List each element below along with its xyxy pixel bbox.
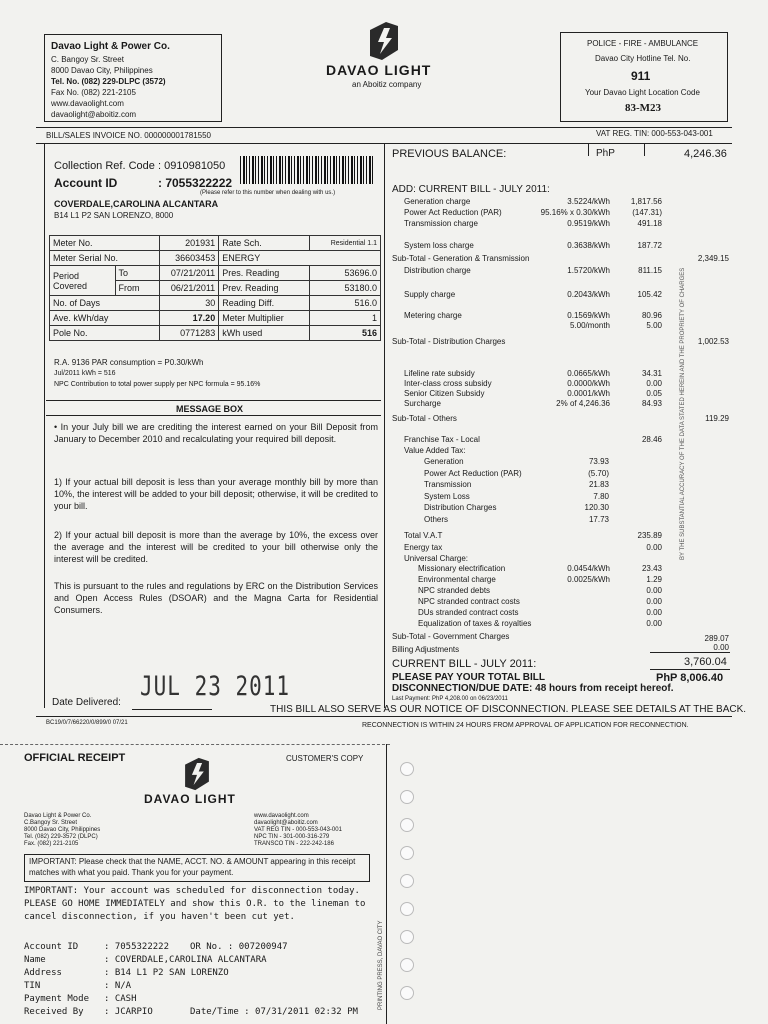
charge-rate: 0.9519/kWh: [567, 219, 610, 228]
company-info-box: [44, 34, 222, 122]
customers-copy-label: CUSTOMER'S COPY: [286, 754, 364, 763]
charge-amount: 34.31: [641, 369, 662, 378]
location-code: 83-M23: [625, 102, 662, 114]
account-id-value: : 7055322222: [158, 176, 233, 190]
covered-label: Covered: [53, 280, 88, 291]
subtotal-amount: 289.07: [704, 634, 729, 643]
to-label: To: [115, 266, 160, 281]
vat-item-label: System Loss: [424, 491, 470, 501]
pres-reading-value: 53696.0: [310, 266, 381, 281]
receipt-stamp-line-2: PLEASE GO HOME IMMEDIATELY and show this O.R. to the lineman to: [24, 899, 366, 909]
punch-hole: [400, 762, 414, 776]
invoice-number: BILL/SALES INVOICE NO. 000000001781550: [46, 131, 211, 140]
billing-adjustments-label: Billing Adjustments: [392, 645, 460, 654]
receipt-side-text: PRINTING PRESS, DAVAO CITY: [378, 920, 384, 1010]
receipt-field-value: : B14 L1 P2 SAN LORENZO: [104, 968, 229, 978]
receipt-field-label: TIN: [24, 981, 41, 991]
meter-info-table: [49, 235, 381, 341]
php-currency-label: PhP: [596, 148, 615, 159]
vat-item-label: Others: [424, 514, 449, 524]
charge-rate: 0.1569/kWh: [567, 311, 610, 320]
charge-rate: 0.0000/kWh: [567, 379, 610, 388]
subtotal-label: Sub-Total - Government Charges: [392, 632, 510, 641]
rate-sch-label: Rate Sch.: [219, 236, 310, 251]
punch-hole: [400, 790, 414, 804]
meter-serial-value: 36603453: [160, 251, 219, 266]
date-delivered-label: Date Delivered:: [52, 697, 121, 708]
charge-amount: 0.05: [646, 389, 662, 398]
charge-label: Supply charge: [404, 290, 456, 299]
previous-balance-label: PREVIOUS BALANCE:: [392, 148, 507, 160]
company-name: Davao Light & Power Co.: [51, 41, 170, 52]
universal-charge-label: Universal Charge:: [404, 554, 469, 563]
previous-balance-amount: 4,246.36: [684, 148, 727, 160]
company-fax: Fax No. (082) 221-2105: [51, 88, 136, 97]
company-city: 8000 Davao City, Philippines: [51, 66, 153, 75]
vat-item-label: Distribution Charges: [424, 503, 497, 512]
punch-hole: [400, 902, 414, 916]
punch-hole: [400, 930, 414, 944]
charge-amount: 0.00: [646, 619, 662, 628]
receipt-logo: [140, 756, 260, 808]
charge-rate: 0.0665/kWh: [567, 369, 610, 378]
received-date-stamp: JUL 23 2011: [140, 671, 291, 701]
rate-sch-value: Residential 1.1: [310, 236, 381, 251]
message-paragraph-1: • In your July bill we are crediting the interest earned on your Bill Deposit from January to December 2010 and recalculating your required bill deposit.: [54, 422, 378, 444]
subtotal-label: Sub-Total - Distribution Charges: [392, 337, 506, 346]
receipt-field-value: : JCARPIO: [104, 1007, 153, 1017]
charge-label: NPC stranded debts: [418, 586, 491, 595]
to-date: 07/21/2011: [160, 266, 219, 281]
charge-label: Inter-class cross subsidy: [404, 379, 492, 388]
receipt-company-tel: Tel. (082) 229-3572 (DLPC): [24, 834, 98, 840]
account-id-note: (Please refer to this number when dealing with us.): [200, 190, 336, 196]
subtotal-amount: 1,002.53: [697, 337, 729, 346]
total-amount-due: PhP 8,006.40: [656, 672, 724, 684]
vat-item-amount: (5.70): [588, 468, 609, 478]
punch-hole: [400, 874, 414, 888]
company-street: C. Bangoy Sr. Street: [51, 55, 124, 64]
meter-no-label: Meter No.: [50, 236, 160, 251]
vat-item-label: Power Act Reduction (PAR): [424, 468, 522, 478]
receipt-field-value: : COVERDALE,CAROLINA ALCANTARA: [104, 955, 267, 965]
pres-reading-label: Pres. Reading: [219, 266, 310, 281]
billing-adjustments-amount: 0.00: [713, 643, 729, 652]
reading-diff-value: 516.0: [310, 296, 381, 311]
receipt-field-extra: OR No. : 007200947: [190, 942, 288, 952]
location-code-label: Your Davao Light Location Code: [585, 88, 700, 97]
charge-amount: 0.00: [646, 379, 662, 388]
kwh-used-label: kWh used: [219, 326, 310, 341]
charge-amount: 1.29: [646, 575, 662, 584]
charge-label: System loss charge: [404, 241, 474, 250]
vat-item-amount: 120.30: [584, 503, 609, 512]
receipt-field-value: : N/A: [104, 981, 132, 991]
charge-label: Equalization of taxes & royalties: [418, 619, 532, 628]
vat-item-amount: 17.73: [588, 514, 609, 524]
important-notice-text: IMPORTANT: Please check that the NAME, ACCT. NO. & AMOUNT appearing in this receipt matches with what you paid. Thank you for your payment.: [29, 857, 356, 877]
receipt-field-label: Account ID: [24, 942, 79, 952]
message-box-title: MESSAGE BOX: [176, 404, 244, 414]
logo-text: DAVAO LIGHT: [326, 62, 432, 78]
receipt-stamp-line-3: cancel disconnection, if you haven't been cut yet.: [24, 912, 295, 922]
company-tel: Tel. No. (082) 229-DLPC (3572): [51, 77, 166, 86]
customer-name: COVERDALE,CAROLINA ALCANTARA: [54, 199, 219, 209]
receipt-vat-tin: VAT REG TIN - 000-553-043-001: [254, 827, 342, 833]
account-id-label: Account ID: [54, 176, 118, 190]
logo-tagline: an Aboitiz company: [352, 80, 422, 89]
pole-no-value: 0771283: [160, 326, 219, 341]
charge-amount: 23.43: [641, 564, 662, 573]
right-margin-text: BY THE SUBSTANTIAL ACCURACY OF THE DATA STATED HEREIN AND THE PROPRIETY OF CHARGES: [680, 267, 686, 560]
vat-item-label: Transmission: [424, 480, 472, 489]
punch-hole: [400, 846, 414, 860]
prev-reading-value: 53180.0: [310, 281, 381, 296]
charge-label: NPC stranded contract costs: [418, 597, 520, 606]
charge-label: Power Act Reduction (PAR): [404, 208, 502, 217]
receipt-company-street: C.Bangoy Sr. Street: [24, 820, 78, 826]
punch-hole: [400, 986, 414, 1000]
charge-amount: (147.31): [632, 208, 662, 217]
charge-rate: 0.0025/kWh: [567, 575, 610, 584]
lightning-logo-icon: [364, 20, 404, 62]
customer-address: B14 L1 P2 SAN LORENZO, 8000: [54, 211, 174, 220]
kwh-used-value: 516: [310, 326, 381, 341]
charge-label: Franchise Tax - Local: [404, 435, 480, 444]
charge-label: DUs stranded contract costs: [418, 608, 519, 617]
charge-amount: 0.00: [646, 597, 662, 606]
emergency-hotline-box: [560, 32, 728, 122]
disconnection-due-date: DISCONNECTION/DUE DATE: 48 hours from receipt hereof.: [392, 683, 674, 694]
message-paragraph-2: 1) If your actual bill deposit is less than your average monthly bill by more than 10%, the interest will be added to your bill deposit; otherwise, it will be credited to your bill.: [54, 477, 378, 511]
charge-rate: 5.00/month: [569, 321, 610, 330]
receipt-company-city: 8000 Davao City, Philippines: [24, 827, 101, 833]
charge-rate: 0.3638/kWh: [567, 241, 610, 250]
meter-multiplier-label: Meter Multiplier: [219, 311, 310, 326]
receipt-npc-tin: NPC TIN - 301-000-316-279: [254, 834, 330, 840]
charge-label: Total V.A.T: [404, 531, 443, 540]
from-date: 06/21/2011: [160, 281, 219, 296]
charge-amount: 0.00: [646, 608, 662, 617]
reading-diff-label: Reading Diff.: [219, 296, 310, 311]
barcode: [240, 156, 374, 184]
subtotal-amount: 119.29: [705, 414, 729, 423]
receipt-field-label: Name: [24, 955, 46, 965]
hotline-label: Davao City Hotline Tel. No.: [595, 54, 691, 63]
charge-label: Surcharge: [404, 399, 441, 408]
charge-rate: 3.5224/kWh: [567, 197, 610, 206]
par-line-3: NPC Contribution to total power supply per NPC formula = 95.16%: [54, 381, 261, 388]
charge-label: Missionary electrification: [418, 564, 506, 573]
charge-label: Transmission charge: [404, 219, 478, 228]
days-label: No. of Days: [50, 296, 160, 311]
company-email: davaolight@aboitiz.com: [51, 110, 137, 119]
receipt-company-name: Davao Light & Power Co.: [24, 813, 92, 819]
disconnection-notice: THIS BILL ALSO SERVE AS OUR NOTICE OF DISCONNECTION. PLEASE SEE DETAILS AT THE BACK.: [270, 704, 747, 715]
company-web: www.davaolight.com: [51, 99, 124, 108]
davao-light-logo: [320, 20, 460, 90]
from-label: From: [115, 281, 160, 296]
charge-label: Distribution charge: [404, 266, 471, 275]
pay-total-label: PLEASE PAY YOUR TOTAL BILL: [392, 672, 545, 683]
receipt-transco-tin: TRANSCO TIN - 222-242-186: [254, 841, 334, 847]
charge-amount: 28.46: [641, 435, 662, 444]
pole-no-label: Pole No.: [50, 326, 160, 341]
vat-item-amount: 21.83: [588, 480, 609, 489]
charge-amount: 84.93: [641, 399, 662, 408]
charge-amount: 0.00: [646, 586, 662, 595]
receipt-lightning-logo-icon: [180, 756, 214, 792]
charge-amount: 187.72: [637, 241, 662, 250]
meter-serial-label: Meter Serial No.: [50, 251, 160, 266]
charge-amount: 5.00: [646, 321, 662, 330]
receipt-field-label: Address: [24, 968, 62, 978]
receipt-field-value: : 7055322222: [104, 942, 170, 952]
collection-ref-label: Collection Ref. Code: [54, 160, 155, 172]
charge-amount: 80.96: [641, 311, 662, 320]
reconnection-notice: RECONNECTION IS WITHIN 24 HOURS FROM APPROVAL OF APPLICATION FOR RECONNECTION.: [362, 722, 689, 729]
charge-label: Senior Citizen Subsidy: [404, 389, 485, 398]
period-label: Period: [53, 270, 80, 281]
receipt-email: davaolight@aboitiz.com: [254, 820, 318, 826]
charge-rate: 1.5720/kWh: [567, 266, 610, 275]
receipt-title: OFFICIAL RECEIPT: [24, 752, 126, 764]
vat-item-amount: 7.80: [593, 491, 609, 501]
current-bill-amount: 3,760.04: [684, 656, 727, 668]
add-current-bill-label: ADD: CURRENT BILL - JULY 2011:: [392, 184, 550, 195]
receipt-field-label: Received By: [24, 1007, 84, 1017]
ave-kwh-label: Ave. kWh/day: [50, 311, 160, 326]
message-paragraph-4: This is pursuant to the rules and regulations by ERC on the Distribution Services and Open Access Rules (DSOAR) and the Magna Carta for Residential Consumers.: [54, 581, 378, 615]
charge-rate: 0.2043/kWh: [567, 290, 610, 299]
collection-ref-value: : 0910981050: [158, 160, 226, 172]
subtotal-label: Sub-Total - Generation & Transmission: [392, 254, 530, 263]
hotline-number: 911: [631, 69, 651, 83]
vat-item-amount: 73.93: [588, 457, 609, 466]
charge-label: Energy tax: [404, 543, 443, 552]
vat-item-label: Generation: [424, 457, 464, 466]
days-value: 30: [160, 296, 219, 311]
charge-label: Metering charge: [404, 311, 462, 320]
current-bill-label: CURRENT BILL - JULY 2011:: [392, 658, 537, 670]
par-line-1: R.A. 9136 PAR consumption = P0.30/kWh: [54, 358, 204, 367]
charge-label: Lifeline rate subsidy: [404, 369, 475, 378]
energy-type: ENERGY: [219, 251, 381, 266]
punch-hole: [400, 958, 414, 972]
meter-no-value: 201931: [160, 236, 219, 251]
charge-label: Generation charge: [404, 197, 471, 206]
period-covered-label: [50, 266, 116, 296]
ave-kwh-value: 17.20: [160, 311, 219, 326]
receipt-stamp-line-1: IMPORTANT: Your account was scheduled for disconnection today.: [24, 886, 360, 896]
important-notice-box: [24, 854, 370, 882]
subtotal-label: Sub-Total - Others: [392, 414, 457, 423]
charge-amount: 105.42: [637, 290, 662, 299]
footer-code: BC19/0/7/66220/0/899/0 07/21: [46, 720, 128, 726]
receipt-web: www.davaolight.com: [254, 813, 309, 819]
charge-label: Environmental charge: [418, 575, 496, 584]
charge-amount: 491.18: [637, 219, 662, 228]
par-line-2: Jul/2011 kWh = 516: [54, 370, 116, 377]
charge-amount: 811.15: [638, 266, 662, 275]
last-payment-info: Last Payment: PhP 4,208.00 on 06/23/2011: [392, 696, 508, 702]
receipt-company-fax: Fax. (082) 221-2105: [24, 841, 79, 847]
charge-rate: 0.0001/kWh: [567, 389, 610, 398]
message-paragraph-3: 2) If your actual bill deposit is more than the average by 10%, the excess over the average and the interest will be credited to your bill otherwise only the interest will be credited.: [54, 530, 378, 564]
receipt-field-label: Payment Mode: [24, 994, 90, 1004]
receipt-field-extra: Date/Time : 07/31/2011 02:32 PM: [190, 1007, 358, 1017]
receipt-logo-text: DAVAO LIGHT: [144, 792, 236, 806]
meter-multiplier-value: 1: [310, 311, 381, 326]
emergency-services: POLICE - FIRE - AMBULANCE: [587, 39, 699, 48]
prev-reading-label: Prev. Reading: [219, 281, 310, 296]
vat-reg-tin: VAT REG. TIN: 000-553-043-001: [596, 129, 713, 138]
receipt-field-value: : CASH: [104, 994, 137, 1004]
punch-hole: [400, 818, 414, 832]
charge-amount: 235.89: [637, 531, 662, 540]
charge-amount: 1,817.56: [630, 197, 662, 206]
charge-rate: 0.0454/kWh: [567, 564, 610, 573]
charge-amount: 0.00: [646, 543, 662, 552]
vat-label: Value Added Tax:: [404, 446, 466, 455]
charge-rate: 2% of 4,246.36: [556, 399, 610, 408]
charge-rate: 95.16% x 0.30/kWh: [540, 208, 610, 217]
subtotal-amount: 2,349.15: [697, 254, 729, 263]
